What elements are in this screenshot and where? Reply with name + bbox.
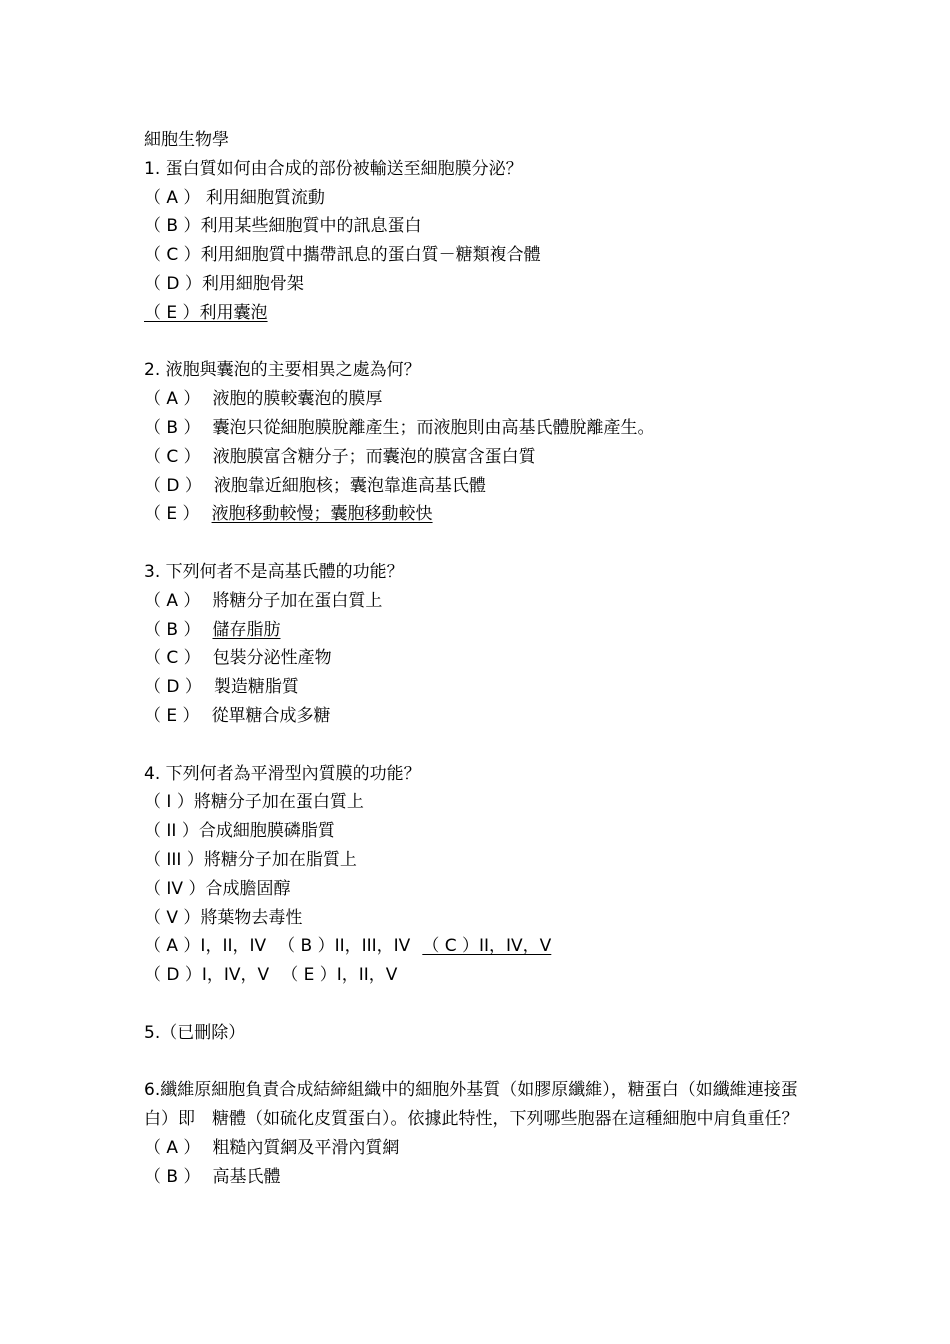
option-label: （ B ） <box>144 1166 201 1187</box>
question-2-option-e <box>144 500 814 529</box>
option-label: （ B ） <box>144 417 201 438</box>
option-text: 粗糙內質網及平滑內質網 <box>212 1137 400 1158</box>
spacer <box>144 529 814 558</box>
question-3-option-d <box>144 673 814 702</box>
option-label: （ A ） <box>144 590 201 611</box>
question-4-answer-c: （ C ）II，IV，V <box>422 936 552 957</box>
question-4-option-a: （ A ）I，II，IV <box>144 936 267 957</box>
option-text: 包裝分泌性產物 <box>212 648 332 669</box>
option-label: （ D ） <box>144 677 202 698</box>
document-title: 細胞生物學 <box>144 130 229 150</box>
question-3-text: 3. 下列何者不是高基氏體的功能？ <box>144 561 404 582</box>
question-4-statement-i: （ I ）將糖分子加在蛋白質上 <box>144 792 364 813</box>
question-3-option-e <box>144 702 814 731</box>
option-label: （ C ） <box>144 446 201 467</box>
option-text: 囊泡只從細胞膜脫離產生；而液胞則由高基氏體脫離產生。 <box>212 417 655 438</box>
question-2-option-a <box>144 385 814 414</box>
question-3-option-a <box>144 587 814 616</box>
question-4-statement-iii: （ III ）將糖分子加在脂質上 <box>144 849 357 870</box>
question-2-answer-text: 液胞移動較慢；囊胞移動較快 <box>211 504 433 525</box>
question-1-option-b: （ B ）利用某些細胞質中的訊息蛋白 <box>144 216 422 237</box>
question-4-statement-v: （ V ）將葉物去毒性 <box>144 907 303 928</box>
option-label: （ D ） <box>144 475 202 496</box>
question-5-text: 5.（已刪除） <box>144 1022 246 1043</box>
question-4-options-row-1 <box>144 932 814 961</box>
question-1-option-e <box>144 299 814 328</box>
spacer <box>144 731 814 760</box>
question-3-option-b <box>144 616 814 645</box>
question-4-options-row-2 <box>144 961 814 990</box>
option-text: 製造糖脂質 <box>213 677 299 698</box>
option-text: 將糖分子加在蛋白質上 <box>212 590 383 611</box>
option-label: （ C ） <box>144 648 201 669</box>
question-2-option-c <box>144 443 814 472</box>
question-3-answer-text: 儲存脂肪 <box>212 619 281 640</box>
question-1-option-d: （ D ）利用細胞骨架 <box>144 273 304 294</box>
option-label: （ E ） <box>144 504 200 525</box>
option-text: 液胞的膜較囊泡的膜厚 <box>212 389 383 410</box>
option-label: （ A ） <box>144 1137 201 1158</box>
option-label: （ B ） <box>144 619 201 640</box>
question-2-option-d <box>144 472 814 501</box>
question-4-statement-iv: （ IV ）合成膽固醇 <box>144 878 291 899</box>
spacer <box>144 1048 814 1077</box>
question-6-option-a <box>144 1134 814 1163</box>
question-1-answer-e: （ E ）利用囊泡 <box>144 302 268 323</box>
question-1-option-c: （ C ）利用細胞質中攜帶訊息的蛋白質－糖類複合體 <box>144 245 541 266</box>
option-label: （ E ） <box>144 705 200 726</box>
question-1-text: 1. 蛋白質如何由合成的部份被輸送至細胞膜分泌？ <box>144 158 523 179</box>
spacer <box>144 328 814 357</box>
question-6-option-b <box>144 1163 814 1192</box>
question-2-text: 2. 液胞與囊泡的主要相異之處為何？ <box>144 360 421 381</box>
question-2-option-b <box>144 414 814 443</box>
question-4-text: 4. 下列何者為平滑型內質膜的功能？ <box>144 763 421 784</box>
question-3-option-c <box>144 644 814 673</box>
question-4-option-e: （ E ）I，II，V <box>281 965 398 986</box>
question-4-option-b: （ B ）II，III，IV <box>278 936 411 957</box>
document-page <box>144 126 814 1191</box>
question-1-option-a: （ A ） 利用細胞質流動 <box>144 187 325 208</box>
option-label: （ A ） <box>144 389 201 410</box>
question-6-text: 6.纖維原細胞負責合成結締組織中的細胞外基質（如膠原纖維），糖蛋白（如纖維連接蛋白）即 糖體（如硫化皮質蛋白）。依據此特性，下列哪些胞器在這種細胞中肩負重任？ <box>144 1080 799 1130</box>
question-4-statement-ii: （ II ）合成細胞膜磷脂質 <box>144 821 335 842</box>
option-text: 高基氏體 <box>212 1166 281 1187</box>
spacer <box>144 990 814 1019</box>
question-4-option-d: （ D ）I，IV，V <box>144 965 270 986</box>
option-text: 從單糖合成多糖 <box>211 705 331 726</box>
option-text: 液胞膜富含糖分子；而囊泡的膜富含蛋白質 <box>212 446 536 467</box>
option-text: 液胞靠近細胞核；囊泡靠進高基氏體 <box>213 475 486 496</box>
